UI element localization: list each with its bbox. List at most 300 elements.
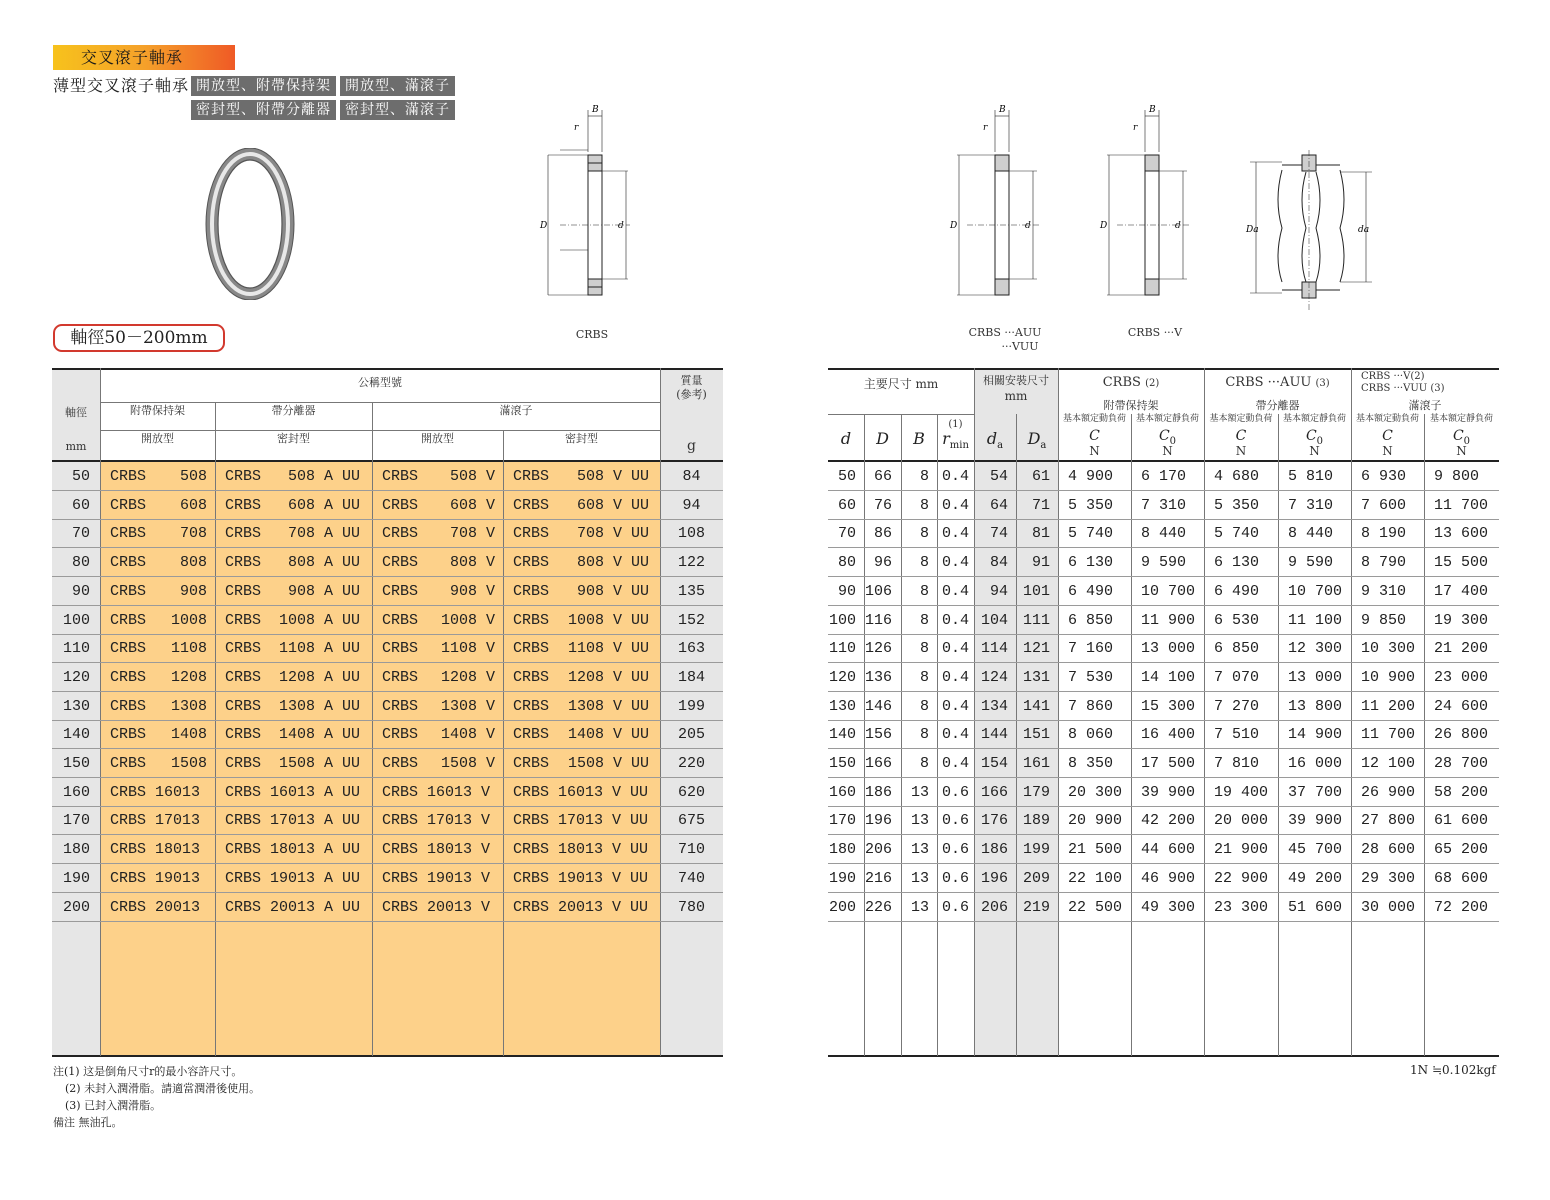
cell-an: 708 [179, 525, 207, 543]
hdr-C0-sub: 0 [1316, 435, 1324, 447]
cell-bn: 908 A UU [287, 582, 360, 600]
cell-c03: 23 000 [1434, 668, 1489, 686]
cell-c02: 13 000 [1288, 668, 1343, 686]
table-row [52, 462, 723, 491]
cell-m: 122 [677, 554, 705, 572]
cell-d: 110 [828, 640, 856, 658]
label-B: B [999, 105, 1006, 115]
table-row [52, 606, 723, 635]
cell-b: CRBS [225, 668, 262, 686]
cell-c01: 10 700 [1141, 582, 1196, 600]
cell-r: 0.6 [941, 898, 969, 916]
mounting-diagram [1240, 150, 1380, 312]
table-row [52, 634, 723, 663]
hdr-g2-note: (3) [1315, 378, 1330, 389]
table-row [52, 864, 723, 893]
label-d: d [1175, 221, 1181, 231]
hdr-r-sub: min [949, 440, 969, 452]
cell-da: 84 [989, 554, 1008, 572]
cell-c2: 21 900 [1214, 841, 1269, 859]
hdr-da-sub: a [997, 440, 1004, 452]
cell-r: 0.4 [941, 668, 969, 686]
cell-a: CRBS [110, 554, 147, 572]
cell-cn [382, 893, 495, 921]
cell-B: 8 [919, 755, 929, 772]
cell-Da: 199 [1022, 841, 1050, 859]
hdr-r-note: (1) [948, 419, 963, 430]
label-Da: Da [1246, 225, 1259, 235]
cell-c: CRBS 18013 V [382, 841, 491, 859]
cell-c2: 7 270 [1214, 697, 1260, 715]
hdr-shaft-unit: mm [65, 440, 87, 453]
hdr-C-sym: C [1089, 428, 1100, 444]
cell-c02: 14 900 [1288, 726, 1343, 744]
cell-c02: 51 600 [1288, 898, 1343, 916]
hdr-N: N [1089, 444, 1100, 458]
hdr-g3-line1 [1361, 371, 1425, 382]
cell-Da: 131 [1022, 668, 1050, 686]
cell-c3: 9 310 [1361, 582, 1407, 600]
cell-B: 8 [919, 640, 929, 658]
cell-c1: 4 900 [1068, 468, 1114, 485]
label-B: B [592, 105, 599, 115]
label-d: d [618, 221, 624, 231]
unit-conversion: 1N ≒0.102kgf [1410, 1063, 1496, 1077]
diagram-caption-vuu: ···VUU [1001, 340, 1039, 353]
cell-cn [382, 806, 495, 834]
cell-D: 76 [873, 496, 892, 514]
hdr-N: N [1382, 444, 1393, 458]
cell-c3: 9 850 [1361, 611, 1407, 629]
cell-d: 110 [62, 640, 90, 658]
footnotes [53, 1063, 260, 1131]
cell-r: 0.4 [941, 697, 969, 715]
cell-c02: 8 440 [1288, 525, 1334, 543]
table-row [828, 835, 1499, 864]
cell-B: 8 [919, 496, 929, 514]
cell-d: 180 [828, 841, 856, 859]
cell-c02: 13 800 [1288, 697, 1343, 715]
cell-c1: 7 860 [1068, 697, 1114, 715]
cell-c1: 8 350 [1068, 755, 1114, 772]
cell-an: 608 [179, 496, 207, 514]
cell-e: CRBS [513, 554, 550, 572]
cell-c1: 22 500 [1068, 898, 1123, 916]
cell-d: 150 [62, 755, 90, 772]
cell-c01: 16 400 [1141, 726, 1196, 744]
cell-D: 136 [864, 668, 892, 686]
cell-c03: 21 200 [1434, 640, 1489, 658]
table-row [828, 720, 1499, 749]
hdr-B: B [913, 429, 925, 448]
cell-e: CRBS [513, 755, 550, 772]
cell-c2: 5 350 [1214, 496, 1260, 514]
cell-c2: 5 740 [1214, 525, 1260, 543]
cell-m: 184 [677, 668, 705, 686]
cell-en: 1108 V UU [567, 640, 649, 658]
hdr-C0-sub: 0 [1463, 435, 1471, 447]
cell-Da: 209 [1022, 869, 1050, 887]
diagram-caption-crbs: CRBS [575, 328, 609, 341]
cell-c03: 28 700 [1434, 755, 1489, 772]
cell-B: 13 [910, 841, 929, 859]
cell-cn: 1408 V [440, 726, 495, 744]
cell-da: 144 [980, 726, 1008, 744]
cell-r: 0.4 [941, 755, 969, 772]
table-row [52, 548, 723, 577]
shaft-range-label: 軸徑50－200mm [53, 324, 225, 352]
cell-Da: 111 [1022, 611, 1050, 629]
cell-d: 100 [828, 611, 856, 629]
hdr-C [1058, 427, 1131, 445]
cell-an: 1408 [170, 726, 207, 744]
hdr-sealed2: 密封型 [565, 432, 598, 445]
table-row [828, 519, 1499, 548]
cell-c02: 10 700 [1288, 582, 1343, 600]
table-row [828, 462, 1499, 491]
cell-b: CRBS 19013 A UU [225, 869, 361, 887]
cell-c1: 8 060 [1068, 726, 1114, 744]
cell-c01: 46 900 [1141, 869, 1196, 887]
cell-Da: 151 [1022, 726, 1050, 744]
cell-c01: 14 100 [1141, 668, 1196, 686]
cell-b: CRBS [225, 468, 262, 485]
cell-a: CRBS [110, 668, 147, 686]
cell-Da: 101 [1022, 582, 1050, 600]
hdr-main-dims: 主要尺寸 mm [863, 377, 939, 391]
cell-c02: 11 100 [1288, 611, 1343, 629]
cell-c2: 23 300 [1214, 898, 1269, 916]
hdr-Da-sub: a [1040, 440, 1047, 452]
cell-bn [225, 835, 360, 863]
label-B: B [1149, 105, 1156, 115]
cell-d: 190 [828, 869, 856, 887]
cell-c: CRBS [382, 582, 419, 600]
cell-e: CRBS [513, 611, 550, 629]
cell-D: 116 [864, 611, 892, 629]
cell-r: 0.6 [941, 841, 969, 859]
cell-c1: 6 130 [1068, 554, 1114, 572]
hdr-C-sym: C [1452, 428, 1464, 444]
cell-e: CRBS 17013 V UU [513, 812, 649, 830]
cell-c3: 10 900 [1361, 668, 1416, 686]
cell-an [110, 893, 207, 921]
hdr-dyn3: 基本額定動負荷 [1355, 414, 1419, 424]
cell-c02: 45 700 [1288, 841, 1343, 859]
cell-e: CRBS 16013 V UU [513, 783, 649, 801]
table-row [828, 864, 1499, 893]
cell-an: 1508 [170, 755, 207, 772]
cell-c03: 17 400 [1434, 582, 1489, 600]
hdr-g1-note: (2) [1145, 378, 1160, 389]
label-D: D [950, 221, 958, 231]
cell-a: CRBS 18013 [110, 841, 201, 859]
cell-an: 1308 [170, 697, 207, 715]
cell-m: 135 [677, 582, 705, 600]
cell-B: 8 [919, 697, 929, 715]
cell-da: 114 [980, 640, 1008, 658]
table-row [828, 749, 1499, 778]
cell-c01: 49 300 [1141, 898, 1196, 916]
cell-c3: 12 100 [1361, 755, 1416, 772]
cell-c03: 15 500 [1434, 554, 1489, 572]
cell-m: 163 [677, 640, 705, 658]
cell-an: 508 [179, 468, 207, 485]
hdr-r [937, 430, 974, 455]
cell-cn [382, 864, 495, 892]
cell-m: 675 [677, 812, 705, 830]
cell-en: 808 V UU [576, 554, 649, 572]
cell-c2: 6 530 [1214, 611, 1260, 629]
cell-en [513, 893, 649, 921]
cell-D: 106 [864, 582, 892, 600]
cell-Da: 121 [1022, 640, 1050, 658]
label-D: D [1100, 221, 1108, 231]
hdr-mass-unit: g [687, 438, 696, 454]
cell-r: 0.4 [941, 640, 969, 658]
table-row [52, 519, 723, 548]
cell-B: 8 [919, 525, 929, 543]
cell-bn: 508 A UU [287, 468, 360, 485]
cell-c01: 39 900 [1141, 783, 1196, 801]
cell-Da: 71 [1031, 496, 1050, 514]
cell-c3: 8 190 [1361, 525, 1407, 543]
cell-cn: 808 V [449, 554, 495, 572]
hdr-g1-title: CRBS [1102, 375, 1141, 390]
cell-D: 206 [864, 841, 892, 859]
cell-c: CRBS 19013 V [382, 869, 491, 887]
cell-D: 86 [873, 525, 892, 543]
cell-d: 160 [62, 783, 90, 801]
cell-d: 140 [828, 726, 856, 744]
cell-c: CRBS 20013 V [382, 898, 491, 916]
hdr-g3-note2: (3) [1430, 383, 1445, 394]
cell-c3: 6 930 [1361, 468, 1407, 485]
cell-d: 170 [62, 812, 90, 830]
cell-c2: 7 810 [1214, 755, 1260, 772]
cell-c: CRBS [382, 496, 419, 514]
hdr-g3-line2 [1361, 383, 1445, 394]
cell-c03: 61 600 [1434, 812, 1489, 830]
type-tag-open-retainer: 開放型、附帶保持架 [191, 76, 336, 96]
cell-cn: 1508 V [440, 755, 495, 772]
cell-c01: 7 310 [1141, 496, 1187, 514]
cell-b: CRBS [225, 525, 262, 543]
cell-da: 196 [980, 869, 1008, 887]
cell-cn [382, 835, 495, 863]
cell-e: CRBS [513, 582, 550, 600]
cell-d: 200 [828, 898, 856, 916]
cell-da: 206 [980, 898, 1008, 916]
cell-m: 94 [682, 496, 701, 514]
cell-r: 0.4 [941, 525, 969, 543]
cell-en: 1408 V UU [567, 726, 649, 744]
cell-e: CRBS [513, 496, 550, 514]
hdr-g3-sub: 滿滾子 [1408, 399, 1442, 412]
cell-da: 186 [980, 841, 1008, 859]
cell-c1: 5 740 [1068, 525, 1114, 543]
cell-an: 1108 [170, 640, 207, 658]
cell-c: CRBS [382, 554, 419, 572]
cell-a: CRBS [110, 697, 147, 715]
cell-d: 170 [828, 812, 856, 830]
cell-cn: 708 V [449, 525, 495, 543]
table-row [828, 778, 1499, 807]
cell-Da: 81 [1031, 525, 1050, 543]
cell-cn [382, 778, 495, 806]
cell-c2: 6 130 [1214, 554, 1260, 572]
hdr-g2-sub: 帶分離器 [1255, 399, 1300, 412]
cell-c1: 20 300 [1068, 783, 1123, 801]
cell-Da: 189 [1022, 812, 1050, 830]
hdr-N: N [1309, 444, 1320, 458]
cell-D: 226 [864, 898, 892, 916]
cell-c: CRBS [382, 640, 419, 658]
cell-c3: 8 790 [1361, 554, 1407, 572]
hdr-open: 開放型 [141, 432, 174, 445]
cell-B: 8 [919, 554, 929, 572]
cell-c1: 6 850 [1068, 611, 1114, 629]
bearing-photo [200, 148, 300, 300]
hdr-d: d [840, 429, 852, 448]
cell-e: CRBS [513, 640, 550, 658]
cell-c1: 21 500 [1068, 841, 1123, 859]
cell-D: 196 [864, 812, 892, 830]
cell-c01: 6 170 [1141, 468, 1187, 485]
cell-d: 150 [828, 755, 856, 772]
cell-a: CRBS [110, 496, 147, 514]
cell-da: 176 [980, 812, 1008, 830]
cell-d: 200 [62, 898, 90, 916]
cell-c03: 13 600 [1434, 525, 1489, 543]
hdr-shaft: 軸徑 [65, 406, 87, 419]
cell-d: 90 [71, 582, 90, 600]
cell-e: CRBS [513, 697, 550, 715]
cell-b: CRBS 17013 A UU [225, 812, 361, 830]
spec-table [828, 368, 1499, 1057]
hdr-g3-note1: (2) [1410, 371, 1425, 382]
cell-en [513, 806, 649, 834]
cell-d: 130 [62, 697, 90, 715]
cell-Da: 179 [1022, 783, 1050, 801]
cell-en: 708 V UU [576, 525, 649, 543]
cell-bn: 608 A UU [287, 496, 360, 514]
type-tag-sealed-separator: 密封型、附帶分離器 [191, 100, 336, 120]
hdr-Da-sym: D [1027, 429, 1041, 448]
table-row [52, 806, 723, 835]
hdr-C-sym: C [1382, 428, 1393, 444]
cell-cn: 608 V [449, 496, 495, 514]
cell-B: 13 [910, 783, 929, 801]
cell-B: 8 [919, 726, 929, 744]
cell-c01: 11 900 [1141, 611, 1196, 629]
hdr-retainer: 附帶保持架 [130, 404, 185, 417]
cell-c02: 7 310 [1288, 496, 1334, 514]
cell-bn: 1008 A UU [278, 611, 360, 629]
cell-d: 60 [71, 496, 90, 514]
cell-bn: 708 A UU [287, 525, 360, 543]
cell-r: 0.4 [941, 611, 969, 629]
cell-m: 740 [677, 869, 705, 887]
cell-c3: 26 900 [1361, 783, 1416, 801]
table-row [828, 893, 1499, 922]
cell-bn: 1208 A UU [278, 668, 360, 686]
cell-a: CRBS 20013 [110, 898, 201, 916]
table-row [828, 806, 1499, 835]
hdr-model-group: 公稱型號 [358, 376, 402, 389]
hdr-g2-title: CRBS ···AUU [1225, 375, 1312, 390]
table-row [828, 663, 1499, 692]
cell-r: 0.4 [941, 582, 969, 600]
cell-c: CRBS [382, 611, 419, 629]
cell-da: 124 [980, 668, 1008, 686]
cell-r: 0.6 [941, 812, 969, 830]
table-row [828, 577, 1499, 606]
hdr-mount-unit: mm [1004, 389, 1028, 403]
cell-e: CRBS [513, 525, 550, 543]
cell-b: CRBS [225, 554, 262, 572]
hdr-mount-dims: 相關安裝尺寸 [983, 374, 1049, 387]
cell-c03: 72 200 [1434, 898, 1489, 916]
cell-b: CRBS [225, 755, 262, 772]
category-tag: 交叉滾子軸承 [53, 45, 235, 70]
hdr-C [1351, 427, 1424, 445]
cell-m: 780 [677, 898, 705, 916]
cell-c01: 9 590 [1141, 554, 1187, 572]
hdr-C0-sub: 0 [1169, 435, 1177, 447]
cell-B: 8 [919, 582, 929, 600]
cell-D: 186 [864, 783, 892, 801]
cell-c01: 17 500 [1141, 755, 1196, 772]
hdr-r-sym: r [942, 429, 950, 448]
cell-en [513, 778, 649, 806]
cell-m: 108 [677, 525, 705, 543]
cell-da: 74 [989, 525, 1008, 543]
hdr-dyn1: 基本額定動負荷 [1062, 414, 1126, 424]
cell-a: CRBS 17013 [110, 812, 201, 830]
cell-c: CRBS [382, 468, 419, 485]
footnote-2: (2) 未封入潤滑脂。請適當潤滑後使用。 [65, 1082, 261, 1095]
hdr-C-sym: C [1305, 428, 1317, 444]
cell-D: 96 [873, 554, 892, 572]
hdr-stat2: 基本額定靜負荷 [1282, 414, 1346, 424]
cell-d: 130 [828, 697, 856, 715]
table-row [828, 634, 1499, 663]
cell-en [513, 864, 649, 892]
hdr-mass: 質量 [680, 374, 703, 387]
diagram-caption-auu: CRBS ···AUU [968, 326, 1042, 339]
cell-D: 156 [864, 726, 892, 744]
hdr-stat3: 基本額定靜負荷 [1429, 414, 1493, 424]
section-diagram-crbs [530, 100, 640, 302]
hdr-mass-sub: (參考) [676, 388, 707, 401]
cell-c3: 7 600 [1361, 496, 1407, 514]
cell-Da: 141 [1022, 697, 1050, 715]
cell-c01: 15 300 [1141, 697, 1196, 715]
cell-e: CRBS 19013 V UU [513, 869, 649, 887]
cell-b: CRBS [225, 697, 262, 715]
cell-da: 166 [980, 783, 1008, 801]
label-d: d [1025, 221, 1031, 231]
cell-bn: 1508 A UU [278, 755, 360, 772]
hdr-C-sym: C [1158, 428, 1170, 444]
cell-r: 0.4 [941, 496, 969, 514]
label-da: da [1358, 225, 1370, 235]
hdr-dyn2: 基本額定動負荷 [1209, 414, 1273, 424]
product-subtitle: 薄型交叉滾子軸承 [53, 76, 190, 95]
cell-c01: 13 000 [1141, 640, 1196, 658]
type-tag-sealed-full: 密封型、滿滾子 [340, 100, 455, 120]
